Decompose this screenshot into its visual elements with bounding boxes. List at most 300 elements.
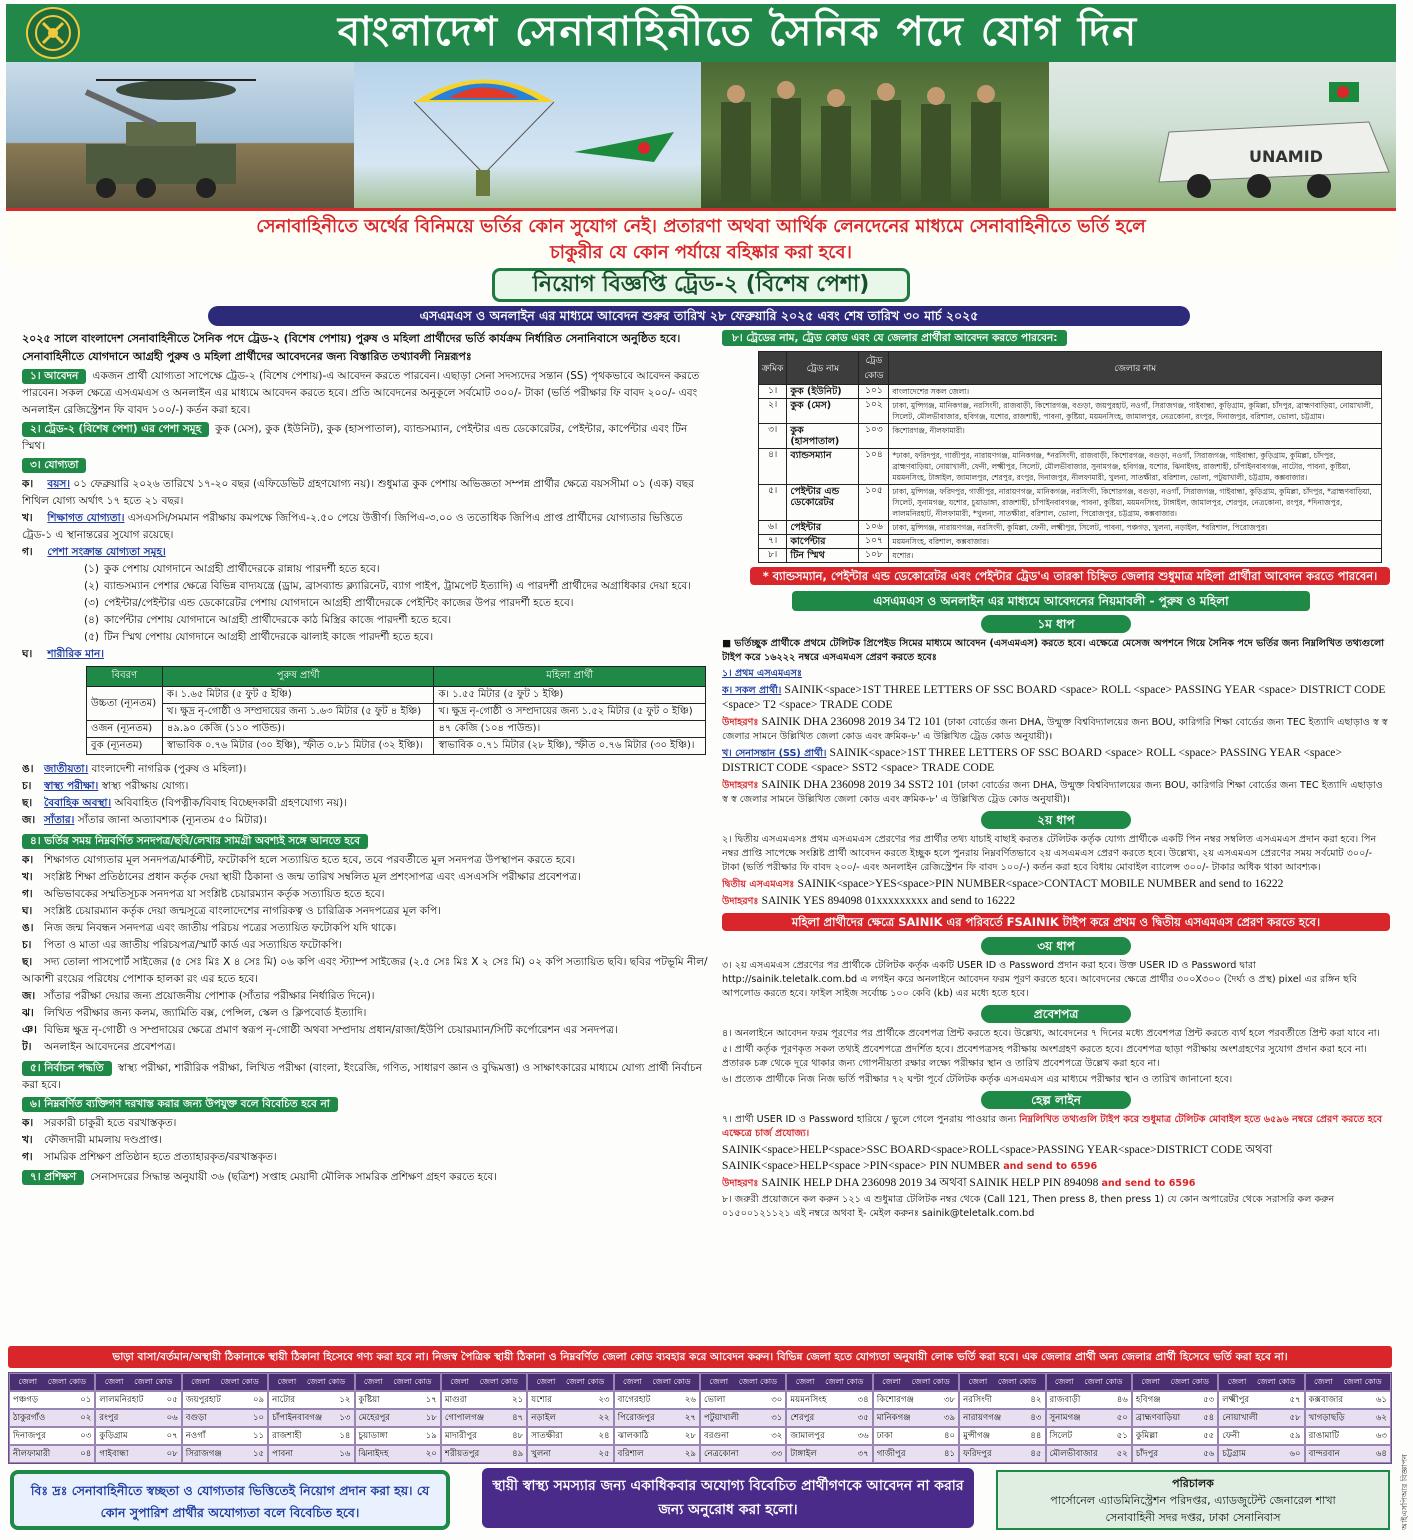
district-header-code: জেলা কোড xyxy=(1343,1376,1382,1386)
district-cell xyxy=(9,1391,95,1409)
section-2-text: কুক (মেস), কুক (ইউনিট), কুক (হাসপাতাল), ব্যান্ডসম্যান, পেইন্টার এন্ড ডেকোরেটর, পেইন্টার, কার্পেন্টার এবং টিন স্মিথ। xyxy=(22,423,688,452)
district-code: ৫৫ xyxy=(1203,1431,1215,1441)
table-row xyxy=(759,549,1382,563)
district-cell xyxy=(527,1445,613,1463)
physical-standard-table xyxy=(86,666,706,755)
table-cell: ৪৯.৯০ কেজি (১১০ পাউন্ড)। xyxy=(162,721,434,738)
district-code: ৩৮ xyxy=(943,1395,956,1405)
district-name: লালমনিরহাট xyxy=(99,1395,144,1405)
district-cell xyxy=(355,1427,441,1445)
table-cell: ১০৩ xyxy=(859,424,889,449)
sms-example: SAINIK HELP DHA 236098 2019 34 অথবা SAINIK HELP PIN 894098 xyxy=(761,1177,1099,1189)
district-name: ভোলা xyxy=(704,1395,726,1405)
district-code: ৪৭ xyxy=(512,1413,524,1423)
table-row xyxy=(759,535,1382,549)
district-code: ৫৯ xyxy=(1289,1431,1301,1441)
list-item xyxy=(22,903,712,920)
authority-line-2: সেনাবাহিনী সদর দপ্তর, ঢাকা সেনানিবাস xyxy=(1105,1511,1281,1524)
item-text: কার্পেন্টার পেশায় যোগদানে আগ্রহী প্রার্থীদেরকে কাঠ মিস্ত্রির কাজে পারদর্শী হতে হবে। xyxy=(104,614,452,626)
district-code: ৬৪ xyxy=(1375,1449,1387,1459)
district-cell xyxy=(441,1427,527,1445)
district-code: ০৮ xyxy=(166,1449,178,1459)
list-item xyxy=(22,1005,712,1022)
district-cell xyxy=(700,1445,786,1463)
recruitment-title: নিয়োগ বিজ্ঞপ্তি ট্রেড-২ (বিশেষ পেশা) xyxy=(492,268,910,302)
district-cell xyxy=(441,1391,527,1409)
sms-example: SAINIK DHA 236098 2019 34 SST2 101 xyxy=(761,779,954,791)
district-code: ১৩ xyxy=(339,1413,351,1423)
list-item xyxy=(22,988,712,1005)
district-header-cell xyxy=(268,1373,354,1391)
district-header-cell xyxy=(786,1373,872,1391)
step-1-ss-example xyxy=(722,778,1390,807)
district-header-code: জেলা কোড xyxy=(306,1376,346,1386)
district-cell xyxy=(527,1391,613,1409)
table-cell: ৫। xyxy=(759,485,787,521)
district-header-name: জেলা xyxy=(104,1376,124,1386)
table-cell: খ। ক্ষুদ্র নৃ-গোষ্ঠী ও সম্প্রদায়ের জন্য ১.৬৩ মিটার (৫ ফুট ৪ ইঞ্চি) xyxy=(162,704,434,721)
district-cell xyxy=(1218,1409,1304,1427)
step-1-ss-candidates xyxy=(722,746,1390,776)
district-cell xyxy=(700,1427,786,1445)
example-note: (ঢাকা বোর্ডের জন্য DHA, উন্মুক্ত বিশ্ববিদ্যালয়ের জন্য BOU, কারিগরি শিক্ষা বোর্ডের জন্য TEC ইত্যাদি এছাড়াও স্ব স্ব জেলার সামনে উল্লিখিত জেলা কোড এবং ক্রমিক-৮' এ উল্লিখিত ট্রেড কোড অনুযায়ী)। xyxy=(722,717,1388,742)
step-2-label: ২য় ধাপ xyxy=(981,811,1131,829)
district-name: চুয়াডাঙ্গা xyxy=(358,1431,388,1441)
education-label: শিক্ষাগত যোগ্যতা। xyxy=(47,512,125,524)
district-cell xyxy=(873,1445,959,1463)
district-cell xyxy=(873,1409,959,1427)
district-code: ১৫ xyxy=(252,1449,265,1459)
trade-table xyxy=(758,351,1382,563)
district-code: ২৪ xyxy=(598,1431,610,1441)
district-header-name: জেলা xyxy=(795,1376,815,1386)
first-sms-label: ১। প্রথম এসএমএসঃ xyxy=(722,668,803,679)
district-code: ৪৯ xyxy=(512,1449,524,1459)
qualification-swimming xyxy=(22,812,712,829)
section-1 xyxy=(22,368,712,419)
item-text: লিখিত পরীক্ষার জন্য কলম, জ্যামিতি বক্স, পেন্সিল, স্কেল ও ক্লিপবোর্ড ইত্যাদি। xyxy=(44,1007,367,1019)
section-7-text: সেনাসদরের সিদ্ধান্ত অনুযায়ী ৩৬ (ছত্রিশ) সপ্তাহ মেয়াদী মৌলিক সামরিক প্রশিক্ষণ গ্রহণ করতে হবে। xyxy=(90,1171,498,1183)
district-header-name: জেলা xyxy=(1141,1376,1160,1386)
section-3 xyxy=(22,457,712,474)
qualification-age xyxy=(22,476,712,510)
table-row xyxy=(759,385,1382,399)
table-cell: ক। ১.৫৫ মিটার (৫ ফুট ১ ইঞ্চি) xyxy=(434,687,706,704)
age-text: ০১ ফেব্রুয়ারি ২০২৬ তারিখে ১৭-২০ বছর (এফিডেভিট গ্রহণযোগ্য নয়)। শুধুমাত্র কুক পেশায় অভিজ্ঞতা সম্পন্ন প্রার্থীর ক্ষেত্রে বয়সসীমা ০১ (এক) বছর শিথিল যোগ্য অর্থাৎ ১৭ হতে ২১ বছর। xyxy=(22,478,694,507)
district-name: রাজশাহী xyxy=(272,1431,302,1441)
district-header-cell xyxy=(95,1373,181,1391)
item-number: (২) xyxy=(84,580,100,592)
table-cell: ময়মনসিংহ, বরিশাল, কক্সবাজার। xyxy=(889,535,1382,549)
header-banner xyxy=(6,4,1396,62)
table-header: পুরুষ প্রার্থী xyxy=(162,667,434,687)
table-cell: ঢাকা, মুন্সিগঞ্জ, নারায়ণগঞ্জ, নরসিংদী, কুমিল্লা, ফেনী, লক্ষ্মীপুর, সিলেট, পাবনা, পঞ্চগড়, খুলনা, নড়াইল, *বরিশাল, পিরোজপুর। xyxy=(889,521,1382,535)
district-name: জয়পুরহাট xyxy=(185,1395,221,1405)
warning-line-2: চাকুরীর যে কোন পর্যায়ে বহিষ্কার করা হবে। xyxy=(550,242,852,263)
district-code: ১৬ xyxy=(339,1449,351,1459)
item-text: নিজ জন্ম নিবন্ধন সনদপত্র এবং জাতীয় পরিচয় পত্রের সত্যায়িত ফটোকপি যদি থাকে। xyxy=(44,922,397,934)
district-header-cell xyxy=(873,1373,959,1391)
example-note: (ঢাকা বোর্ডের জন্য DHA, উন্মুক্ত বিশ্ববিদ্যালয়ের জন্য BOU, কারিগরি শিক্ষা বোর্ডের জন্য TEC ইত্যাদি এছাড়াও স্ব স্ব জেলার সামনে উল্লিখিত জেলা কোড এবং ক্রমিক-৮' এ উল্লিখিত ট্রেড কোড অনুযায়ী)। xyxy=(722,780,1383,805)
list-key: ট। xyxy=(22,1041,32,1053)
section-6-tag: ৬। নিম্নবর্ণিত ব্যক্তিগণ দরখাস্ত করার জন্য উপযুক্ত বলে বিবেচিত হবে না xyxy=(22,1097,338,1112)
district-code: ২১ xyxy=(512,1395,524,1405)
district-name: নওগাঁ xyxy=(185,1431,206,1441)
step-2-text: ২। দ্বিতীয় এসএমএসঃ প্রথম এসএমএস প্রেরণের পর প্রার্থীর তথ্য যাচাই বাছাই করতঃ টেলিটক কর্তৃক যোগ্য প্রার্থীকে একটি পিন নম্বর সম্বলিত এসএমএস প্রদান করা হবে। পিন নম্বর প্রাপ্তি সাপেক্ষে সংশ্লিষ্ট প্রার্থী আবেদন করতে ইচ্ছুক হলে পুনরায় নিম্নবর্ণিতভাবে ২য় এসএমএস প্রেরণ করতে হবে। উল্লেখ্য, ২য় এসএমএস প্রেরণের সময় সর্বমোট ৩০০/- টাকা (ভর্তি পরীক্ষার ফি বাবদ ২০০/- এবং অনলাইন রেজিস্ট্রেশন ফি বাবদ ১০০/-) কর্তন করা হবে বিধায় মোবাইল ব্যালেন্স ৩০০/- টাকার অধিক থাকা আবশ্যক। xyxy=(722,834,1377,873)
table-cell: ১০৬ xyxy=(859,521,889,535)
table-header-row xyxy=(87,667,706,687)
step-2-example xyxy=(722,894,1390,909)
district-name: কুমিল্লা xyxy=(1135,1431,1158,1441)
district-name: কুড়িগ্রাম xyxy=(99,1431,128,1441)
district-name: পাবনা xyxy=(272,1449,293,1459)
warning-line-1: সেনাবাহিনীতে অর্থের বিনিময়ে ভর্তির কোন সুযোগ নেই। প্রতারণা অথবা আর্থিক লেনদেনের মাধ্যমে সেনাবাহিনীতে ভর্তি হলে xyxy=(256,216,1146,237)
district-cell xyxy=(95,1445,181,1463)
table-cell: ৪৭ কেজি (১০৪ পাউন্ড)। xyxy=(434,721,706,738)
district-header-cell xyxy=(1046,1373,1132,1391)
district-name: ফেনী xyxy=(1222,1431,1240,1441)
district-name: মুন্সীগঞ্জ xyxy=(963,1431,991,1441)
district-code: ৩৩ xyxy=(771,1449,783,1459)
district-cell xyxy=(441,1409,527,1427)
district-cell xyxy=(786,1409,872,1427)
help-example xyxy=(722,1176,1390,1191)
district-code: ৪১ xyxy=(943,1449,956,1459)
health-label: স্বাস্থ্য পরীক্ষা। xyxy=(44,780,99,792)
district-header-name: জেলা xyxy=(968,1376,988,1386)
table-cell: স্বাভাবিক ০.৭৬ মিটার (৩০ ইঞ্চি), স্ফীত ০.৮১ মিটার (৩২ ইঞ্চি)। xyxy=(162,738,434,755)
district-cell xyxy=(95,1427,181,1445)
district-code: ১০ xyxy=(252,1413,265,1423)
help-text: ৭। প্রার্থী USER ID ও Password হারিয়ে / ভুলে গেলে পুনরায় পাওয়ার জন্য xyxy=(722,1114,1017,1125)
army-emblem-icon xyxy=(26,7,80,59)
help-format-1: SAINIK<space>HELP<space>SSC BOARD<space>ROLL<space>PASSING YEAR<space>DISTRICT CODE অথবা xyxy=(722,1144,1273,1156)
section-8 xyxy=(722,330,1390,347)
district-name: রাঙামাটি xyxy=(1308,1431,1340,1441)
admit-card-label: প্রবেশপত্র xyxy=(981,1005,1131,1023)
section-7-tag: ৭। প্রশিক্ষণ xyxy=(22,1170,84,1185)
list-key: ক। xyxy=(22,854,34,866)
sms-format: SAINIK<space>HELP<space >PIN<space> PIN NUMBER xyxy=(722,1160,1001,1172)
list-key: ছ। xyxy=(22,956,33,968)
district-cell xyxy=(268,1409,354,1427)
district-header-cell xyxy=(355,1373,441,1391)
table-header: ক্রমিক xyxy=(759,352,787,385)
district-name: নেত্রকোনা xyxy=(704,1449,739,1459)
district-cell xyxy=(1046,1391,1132,1409)
district-name: চট্টগ্রাম xyxy=(1222,1449,1247,1459)
item-text: সংশ্লিষ্ট চেয়ারম্যান কর্তৃক দেয়া জন্মসূত্রে বাংলাদেশের নাগরিকত্ব ও চারিত্রিক সনদপত্রের মূল কপি। xyxy=(44,905,441,917)
list-key: খ। xyxy=(22,871,33,883)
district-code: ৪০ xyxy=(943,1431,956,1441)
send-to-text: and send to 6596 xyxy=(1101,1178,1196,1189)
district-code: ২৩ xyxy=(598,1395,610,1405)
district-code: ৩৬ xyxy=(857,1431,869,1441)
section-7 xyxy=(22,1169,712,1186)
district-name: নোয়াখালী xyxy=(1222,1413,1258,1423)
district-header-cell xyxy=(614,1373,700,1391)
district-cell xyxy=(959,1427,1045,1445)
district-code: ৬১ xyxy=(1375,1395,1387,1405)
un-apc-photo xyxy=(1049,62,1397,208)
district-name: জামালপুর xyxy=(790,1431,825,1441)
district-cell xyxy=(1218,1445,1304,1463)
district-header-code: জেলা কোড xyxy=(652,1376,691,1386)
table-row xyxy=(759,521,1382,535)
district-code: ২৫ xyxy=(598,1449,610,1459)
list-key: খ। xyxy=(22,1134,33,1146)
district-cell xyxy=(527,1427,613,1445)
section-2-tag: ২। ট্রেড-২ (বিশেষ পেশা) এর পেশা সমূহ xyxy=(22,422,209,437)
district-header-name: জেলা xyxy=(709,1376,729,1386)
district-cell xyxy=(873,1391,959,1409)
district-cell xyxy=(1132,1409,1218,1427)
district-code: ৪৫ xyxy=(1030,1449,1042,1459)
table-cell: কুক (ইউনিট) xyxy=(787,385,859,399)
qualification-profession xyxy=(22,544,712,561)
intro-paragraph: ২০২৫ সালে বাংলাদেশ সেনাবাহিনীতে সৈনিক পদে ট্রেড-২ (বিশেষ পেশায়) পুরুষ ও মহিলা প্রার্থীদের ভর্তি কার্যক্রম নির্ধারিত সেনানিবাসে অনুষ্ঠিত হবে। সেনাবাহিনীতে যোগদানে আগ্রহী পুরুষ ও মহিলা প্রার্থীদের আবেদনের জন্য বিস্তারিত তথ্যাবলী নিম্নরূপঃ xyxy=(22,332,681,363)
list-key: ঝ। xyxy=(22,1007,34,1019)
district-header-code: জেলা কোড xyxy=(393,1376,432,1386)
district-cell xyxy=(95,1391,181,1409)
district-cell xyxy=(355,1445,441,1463)
district-name: চাঁপাইনবাবগঞ্জ xyxy=(272,1413,323,1423)
district-name: ব্রাহ্মণবাড়িয়া xyxy=(1135,1413,1181,1423)
district-header-code: জেলা কোড xyxy=(134,1376,173,1386)
list-item xyxy=(22,937,712,954)
district-header-cell xyxy=(700,1373,786,1391)
photo-strip xyxy=(6,62,1396,208)
qualification-marital xyxy=(22,795,712,812)
table-cell: ঢাকা, মুন্সিগঞ্জ, ফরিদপুর, গাজীপুর, নারায়ণগঞ্জ, মানিকগঞ্জ, নরসিংদী, কিশোরগঞ্জ, বগুড়া, নওগাঁ, সিরাজগঞ্জ, গাইবান্ধা, কুড়িগ্রাম, কুমিল্লা, চাঁদপুর, *ব্রাহ্মণবাড়িয়া, সিলেট, সুনামগঞ্জ, যশোর, চুয়াডাঙ্গা, রাজশাহী, চাঁপাইনবাবগঞ্জ, পাবনা, কুষ্টিয়া, ময়মনসিংহ, টাঙ্গাইল, জামালপুর, শেরপুর, নেত্রকোনা, রংপুর, *দিনাজপুর, লালমনিরহাট, নীলফামারী, *খুলনা, সাতক্ষীরা, বরিশাল, ভোলা, পিরোজপুর, চট্টগ্রাম, কক্সবাজার। xyxy=(889,485,1382,521)
district-name: কিশোরগঞ্জ xyxy=(876,1395,914,1405)
table-cell: পেইন্টার এন্ড ডেকোরেটর xyxy=(787,485,859,521)
nationality-label: জাতীয়তা। xyxy=(44,763,89,775)
district-header-code: জেলা কোড xyxy=(1256,1376,1296,1386)
district-name: সিলেট xyxy=(1049,1431,1073,1441)
district-header-name: জেলা xyxy=(1313,1376,1333,1386)
district-name: খুলনা xyxy=(531,1449,551,1459)
district-cell xyxy=(527,1409,613,1427)
district-header-code: জেলা কোড xyxy=(997,1376,1037,1386)
district-code: ৩২ xyxy=(771,1431,783,1441)
district-name: নড়াইল xyxy=(531,1413,556,1423)
list-item xyxy=(22,920,712,937)
district-header-name: জেলা xyxy=(18,1376,38,1386)
district-code: ২০ xyxy=(425,1449,437,1459)
section-3-tag: ৩। যোগ্যতা xyxy=(22,458,86,473)
district-code: ৪৮ xyxy=(512,1431,524,1441)
table-cell: কার্পেন্টার xyxy=(787,535,859,549)
district-name: বরিশাল xyxy=(617,1449,644,1459)
district-name: নাটোর xyxy=(272,1395,296,1405)
address-notice: ভাড়া বাসা/বর্তমান/অস্থায়ী ঠিকানাকে স্থায়ী ঠিকানা হিসেবে গণ্য করা হবে না। নিজস্ব পৈত্রিক স্থায়ী ঠিকানা ও নিম্নবর্ণিত জেলা কোড ব্যবহার করে আবেদন করুন। বিভিন্ন জেলা হতে যোগ্যতা অনুযায়ী লোক ভর্তি করা হবে। এক জেলার প্রার্থী অন্য জেলার প্রার্থী হিসেবে ভর্তি করা হবে না। xyxy=(8,1346,1392,1368)
district-name: খাগড়াছড়ি xyxy=(1308,1413,1345,1423)
list-key: ঙ। xyxy=(22,922,34,934)
district-cell xyxy=(268,1391,354,1409)
table-cell: কুক (হাসপাতাল) xyxy=(787,424,859,449)
district-code: ৫১ xyxy=(1116,1431,1128,1441)
district-name: শরীয়তপুর xyxy=(444,1449,480,1459)
list-item xyxy=(22,595,712,612)
second-sms-label: দ্বিতীয় এসএমএসঃ xyxy=(722,879,795,890)
table-cell: ১০১ xyxy=(859,385,889,399)
all-candidates-label: ক। সকল প্রার্থী। xyxy=(722,685,782,696)
ss-candidates-label: খ। সেনাসন্তান (SS) প্রার্থী। xyxy=(722,748,827,759)
district-cell xyxy=(1046,1409,1132,1427)
item-text: অভিভাবকের সম্মতিসূচক সনদপত্র যা সংশ্লিষ্ট চেয়ারম্যান কর্তৃক সত্যায়িত হতে হবে। xyxy=(44,888,385,900)
district-code: ০২ xyxy=(80,1413,92,1423)
right-column xyxy=(722,330,1390,1344)
district-name: পিরোজপুর xyxy=(617,1413,655,1423)
table-cell: উচ্চতা (ন্যূনতম) xyxy=(87,687,163,721)
section-5-text: স্বাস্থ্য পরীক্ষা, শারীরিক পরীক্ষা, লিখিত পরীক্ষা (বাংলা, ইংরেজি, গণিত, সাধারণ জ্ঞান ও বুদ্ধিমত্তা) ও সাক্ষাৎকারের মাধ্যমে যোগ্য প্রার্থী নির্বাচন করা হবে। xyxy=(22,1062,702,1091)
item-number: (৪) xyxy=(84,614,100,626)
swimming-label: সাঁতার। xyxy=(44,814,75,826)
district-code: ২৬ xyxy=(684,1395,696,1405)
item-number: (৫) xyxy=(84,631,100,643)
district-name: মাদারীপুর xyxy=(444,1431,477,1441)
district-name: গাজীপুর xyxy=(876,1449,906,1459)
item-text: শিক্ষাগত যোগ্যতার মূল সনদপত্র/মার্কশীট, ফটোকপি হলে সত্যায়িত হতে হবে, তবে পরবর্তীতে মূল সনদপত্র উপস্থাপন করতে হবে। xyxy=(44,854,576,866)
section-6 xyxy=(22,1096,712,1113)
district-header-name: জেলা xyxy=(882,1376,901,1386)
table-row xyxy=(759,485,1382,521)
section-4-tag: ৪। ভর্তির সময় নিম্নবর্ণিত সনদপত্র/ছবি/লেখার সামগ্রী অবশ্যই সঙ্গে আনতে হবে xyxy=(22,834,368,849)
table-cell: ঢাকা, মুন্সিগঞ্জ, মানিকগঞ্জ, নরসিংদী, রাজবাড়ী, কিশোরগঞ্জ, বগুড়া, জয়পুরহাট, নওগাঁ, সিরাজগঞ্জ, গাইবান্ধা, কুড়িগ্রাম, কুমিল্লা, চাঁদপুর, ব্রাহ্মণবাড়িয়া, নোয়াখালী, সিলেট, মৌলভীবাজার, হবিগঞ্জ, যশোর, রাজশাহী, পাবনা, কুষ্টিয়া, ময়মনসিংহ, জামালপুর, নেত্রকোনা, রংপুর, দিনাজপুর, বরিশাল, ভোলা, চট্টগ্রাম। xyxy=(889,399,1382,424)
district-cell xyxy=(355,1409,441,1427)
district-code: ৪২ xyxy=(1030,1395,1042,1405)
district-header-cell xyxy=(1132,1373,1218,1391)
list-item xyxy=(22,1132,712,1149)
table-row xyxy=(759,424,1382,449)
qualification-education xyxy=(22,510,712,544)
district-name: নারায়ণগঞ্জ xyxy=(963,1413,1002,1423)
list-key: ক। xyxy=(22,478,34,490)
district-cell xyxy=(9,1427,95,1445)
table-cell: ২। xyxy=(759,399,787,424)
district-code: ২৭ xyxy=(684,1413,696,1423)
table-cell: ৮। xyxy=(759,549,787,563)
district-code: ৫৪ xyxy=(1203,1413,1215,1423)
district-code: ৬৩ xyxy=(1375,1431,1387,1441)
list-key: চ। xyxy=(22,939,32,951)
list-key: ক। xyxy=(22,1117,34,1129)
district-code: ৩০ xyxy=(771,1395,783,1405)
list-item xyxy=(22,629,712,646)
table-cell: ক। ১.৬৫ মিটার (৫ ফুট ৫ ইঞ্চি) xyxy=(162,687,434,704)
district-name: রংপুর xyxy=(99,1413,119,1423)
district-name: বাগেরহাট xyxy=(617,1395,651,1405)
district-name: মৌলভীবাজার xyxy=(1049,1449,1098,1459)
table-header: ট্রেড কোড xyxy=(859,352,889,385)
list-item xyxy=(22,869,712,886)
soldiers-photo xyxy=(701,62,1049,208)
table-cell: কিশোরগঞ্জ, নীলফামারী। xyxy=(889,424,1382,449)
admit-item: ৬। প্রত্যেক প্রার্থীকে নিজ নিজ ভর্তি পরীক্ষার ৭২ ঘণ্টা পূর্বে টেলিটক কর্তৃক এসএমএস এর মাধ্যমে পরীক্ষার স্থান ও তারিখ জানানো হবে। xyxy=(722,1074,1233,1085)
district-name: পঞ্চগড় xyxy=(13,1395,39,1405)
district-code: ৩১ xyxy=(771,1413,783,1423)
district-header-cell xyxy=(527,1373,613,1391)
district-code-table xyxy=(8,1372,1392,1464)
district-code: ২৮ xyxy=(684,1431,696,1441)
district-name: বান্দরবান xyxy=(1308,1449,1340,1459)
authority-line-1: পার্সোনেল এ্যাডমিনিস্ট্রেশন পরিদপ্তর, এ্যাডজুটেন্ট জেনারেল শাখা xyxy=(1050,1494,1336,1507)
admit-item: ৪। অনলাইনে আবেদন ফরম পূরণের পর প্রার্থীকে প্রবেশপত্র প্রিন্ট করতে হবে। উল্লেখ্য, আবেদনের ৭ দিনের মধ্যে প্রবেশপত্র প্রিন্ট করতে ব্যর্থ হলে পরবর্তীতে প্রিন্ট করা যাবে না। xyxy=(722,1028,1380,1039)
district-name: বরগুনা xyxy=(704,1431,729,1441)
step-1-all-example xyxy=(722,715,1390,744)
table-cell: ১। xyxy=(759,385,787,399)
marital-label: বৈবাহিক অবস্থা। xyxy=(44,797,112,809)
district-code: ৩৪ xyxy=(857,1395,869,1405)
district-cell xyxy=(1046,1445,1132,1463)
item-text: পিতা ও মাতা এর জাতীয় পরিচয়পত্র/স্মার্ট কার্ড এর সত্যায়িত ফটোকপি। xyxy=(44,939,343,951)
section-1-tag: ১। আবেদন xyxy=(22,369,86,384)
left-column xyxy=(22,330,712,1344)
list-key: জ। xyxy=(22,814,36,826)
table-cell: ১০৭ xyxy=(859,535,889,549)
district-code: ০৬ xyxy=(166,1413,178,1423)
district-code: ০৭ xyxy=(166,1431,178,1441)
side-code: আইএসপিআর বিজ্ঞাপন xyxy=(1400,1454,1409,1530)
parachute-photo xyxy=(354,62,702,208)
authority-title: পরিচালক xyxy=(1172,1477,1214,1490)
date-banner: এসএমএস ও অনলাইন এর মাধ্যমে আবেদন শুরুর তারিখ ২৮ ফেব্রুয়ারি ২০২৫ এবং শেষ তারিখ ৩০ মার্চ ২০২৫ xyxy=(208,306,1190,326)
district-code: ৫৮ xyxy=(1289,1413,1301,1423)
district-code: ১১ xyxy=(252,1431,265,1441)
district-cell xyxy=(1305,1409,1391,1427)
district-cell xyxy=(959,1409,1045,1427)
table-cell: *ঢাকা, ফরিদপুর, গাজীপুর, নারায়ণগঞ্জ, মানিকগঞ্জ, *নরসিংদী, রাজবাড়ী, কিশোরগঞ্জ, বগুড়া, নওগাঁ, সিরাজগঞ্জ, গাইবান্ধা, কুড়িগ্রাম, কুমিল্লা, চাঁদপুর, ব্রাহ্মণবাড়িয়া, নোয়াখালী, ফেনী, লক্ষ্মীপুর, সিলেট, মৌলভীবাজার, সুনামগঞ্জ, হবিগঞ্জ, যশোর, ঝিনাইদহ, রাজশাহী, চাঁপাইনবাবগঞ্জ, নাটোর, পাবনা, কুষ্টিয়া, ময়মনসিংহ, টাঙ্গাইল, জামালপুর, শেরপুর, রংপুর, দিনাজপুর, নীলফামারী, খুলনা, সাতক্ষীরা, বরিশাল, ভোলা, পটুয়াখালী, চট্টগ্রাম, কক্সবাজার। xyxy=(889,449,1382,485)
district-name: ঝিনাইদহ xyxy=(358,1449,389,1459)
step-3-label: ৩য় ধাপ xyxy=(981,937,1131,955)
district-cell xyxy=(9,1445,95,1463)
district-code: ৪৬ xyxy=(1116,1395,1128,1405)
district-cell xyxy=(786,1445,872,1463)
district-name: দিনাজপুর xyxy=(13,1431,46,1441)
item-text: বিভিন্ন ক্ষুদ্র নৃ-গোষ্ঠী ও সম্প্রদায়ের ক্ষেত্রে প্রমাণ স্বরূপ নৃ-গোষ্ঠী অথবা সম্প্রদায় প্রধান/রাজা/ইউপি চেয়ারম্যান/সিটি কর্পোরেশন এর সনদপত্র। xyxy=(44,1024,618,1036)
district-name: ময়মনসিংহ xyxy=(790,1395,827,1405)
table-header: ট্রেড নাম xyxy=(787,352,859,385)
district-code: ১৮ xyxy=(425,1413,437,1423)
table-row xyxy=(87,704,706,721)
table-cell: স্বাভাবিক ০.৭১ মিটার (২৮ ইঞ্চি), স্ফীত ০.৭৬ মিটার (৩০ ইঞ্চি)। xyxy=(434,738,706,755)
district-code: ৩৭ xyxy=(857,1449,869,1459)
district-code: ০৩ xyxy=(80,1431,92,1441)
missile-helicopter-photo xyxy=(6,62,354,208)
district-cell xyxy=(1132,1391,1218,1409)
district-name: কক্সবাজার xyxy=(1308,1395,1344,1405)
item-number: (৩) xyxy=(84,597,100,609)
district-name: টাঙ্গাইল xyxy=(790,1449,817,1459)
district-name: ঢাকা xyxy=(876,1431,893,1441)
table-cell: বাংলাদেশের সকল জেলা। xyxy=(889,385,1382,399)
list-key: ঘ। xyxy=(22,905,33,917)
table-cell: ১০৮ xyxy=(859,549,889,563)
table-row xyxy=(759,399,1382,424)
table-row xyxy=(759,449,1382,485)
district-code: ১২ xyxy=(339,1395,351,1405)
district-name: সিরাজগঞ্জ xyxy=(185,1449,222,1459)
district-header-code: জেলা কোড xyxy=(1084,1376,1123,1386)
rules-title: এসএমএস ও অনলাইন এর মাধ্যমে আবেদনের নিয়মাবলী - পুরুষ ও মহিলা xyxy=(792,591,1310,611)
district-header-cell xyxy=(1305,1373,1391,1391)
district-name: নরসিংদী xyxy=(963,1395,992,1405)
district-name: পটুয়াখালী xyxy=(704,1413,740,1423)
footer-note-middle: স্থায়ী স্বাস্থ্য সমস্যার জন্য একাধিকবার অযোগ্য বিবেচিত প্রার্থীগণকে আবেদন না করার জন্য অনুরোধ করা হলো। xyxy=(482,1468,974,1528)
item-text: ফৌজদারী মামলায় দণ্ডপ্রাপ্ত। xyxy=(44,1134,162,1146)
district-header-cell xyxy=(1218,1373,1304,1391)
